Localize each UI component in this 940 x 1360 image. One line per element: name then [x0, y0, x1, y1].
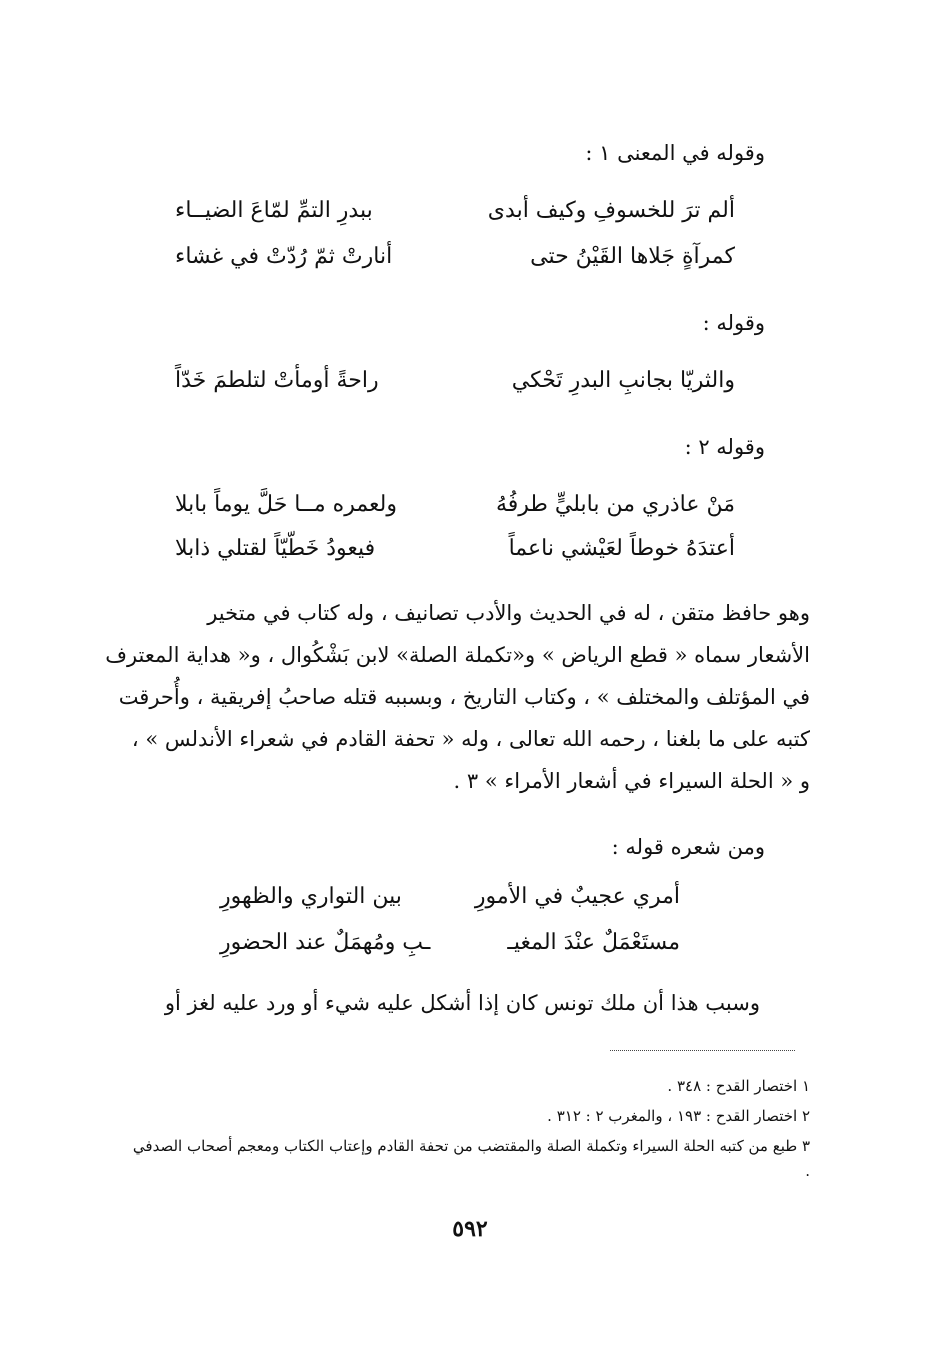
second-hemistich: فيعودُ خَطّيّاً لقتلي ذابلا [175, 536, 376, 561]
prose-line: و « الحلة السيراء في أشعار الأمراء » ٣ . [453, 769, 810, 793]
verse-line [175, 194, 735, 228]
prose-line: الأشعار سماه « قطع الرياض » و«تكملة الصلة» لابن بَشْكُوال ، و« هداية المعترف [105, 643, 810, 667]
first-hemistich: مستَعْمَلٌ عنْدَ المغيـ [507, 930, 680, 955]
second-hemistich: ببدرِ التمِّ لمّاعَ الضيــاء [175, 198, 373, 223]
first-hemistich: أعتدَهُ خوطاً لعَيْشي ناعماً [508, 536, 735, 561]
footnote-2: ٢ اختصار القدح : ١٩٣ ، والمغرب ٢ : ٣١٢ . [547, 1107, 810, 1125]
second-hemistich: ـبِ ومُهمَلٌ عند الحضورِ [220, 930, 431, 955]
prose-continuation: وسبب هذا أن ملك تونس كان إذا أشكل عليه شيء أو ورد عليه لغز أو [164, 991, 760, 1015]
footnote-divider [610, 1050, 795, 1051]
page-number: ٥٩٢ [452, 1216, 488, 1242]
footnote-1: ١ اختصار القدح : ٣٤٨ . [667, 1077, 810, 1095]
second-hemistich: راحةً أومأتْ لتلطمَ خَدّاً [175, 368, 379, 393]
second-hemistich: أنارتْ ثمّ رُدّتْ في غشاء [175, 244, 393, 269]
verse-line [220, 880, 680, 914]
prose-paragraph [105, 592, 810, 802]
verse-line [175, 532, 735, 566]
prose-line: كتبه على ما بلغنا ، رحمه الله تعالى ، وله « تحفة القادم في شعراء الأندلس » ، [131, 727, 810, 751]
first-hemistich: مَنْ عاذري من بابليٍّ طرفُهُ [495, 492, 735, 517]
footnote-3: ٣ طبع من كتبه الحلة السيراء وتكملة الصلة والمقتضب من تحفة القادم وإعتاب الكتاب ومعجم أصحاب الصدفي . [132, 1137, 810, 1180]
first-hemistich: كمرآةٍ جَلاها القَيْنُ حتى [530, 244, 735, 269]
first-hemistich: والثريّا بجانبِ البدرِ تَحْكي [511, 368, 735, 393]
verse-line [175, 488, 735, 522]
second-hemistich: ولعمره مــا حَلَّ يوماً بابلا [175, 492, 397, 517]
prose-line: وهو حافظ متقن ، له في الحديث والأدب تصانيف ، وله كتاب في متخير [207, 601, 810, 625]
verse-line [175, 240, 735, 274]
verse-intro-4: ومن شعره قوله : [611, 835, 765, 859]
prose-line: في المؤتلف والمختلف » ، وكتاب التاريخ ، وبسببه قتله صاحبُ إفريقية ، وأُحرقت [118, 685, 810, 709]
second-hemistich: بين التواري والظهورِ [220, 884, 402, 909]
verse-intro-3: وقوله ٢ : [684, 435, 765, 459]
verse-intro-2: وقوله : [702, 311, 765, 335]
verse-intro-1: وقوله في المعنى ١ : [585, 141, 765, 165]
first-hemistich: ألم ترَ للخسوفِ وكيف أبدى [487, 198, 735, 223]
verse-line [220, 926, 680, 960]
verse-line [175, 364, 735, 398]
first-hemistich: أمري عجيبٌ في الأمورِ [474, 884, 680, 909]
